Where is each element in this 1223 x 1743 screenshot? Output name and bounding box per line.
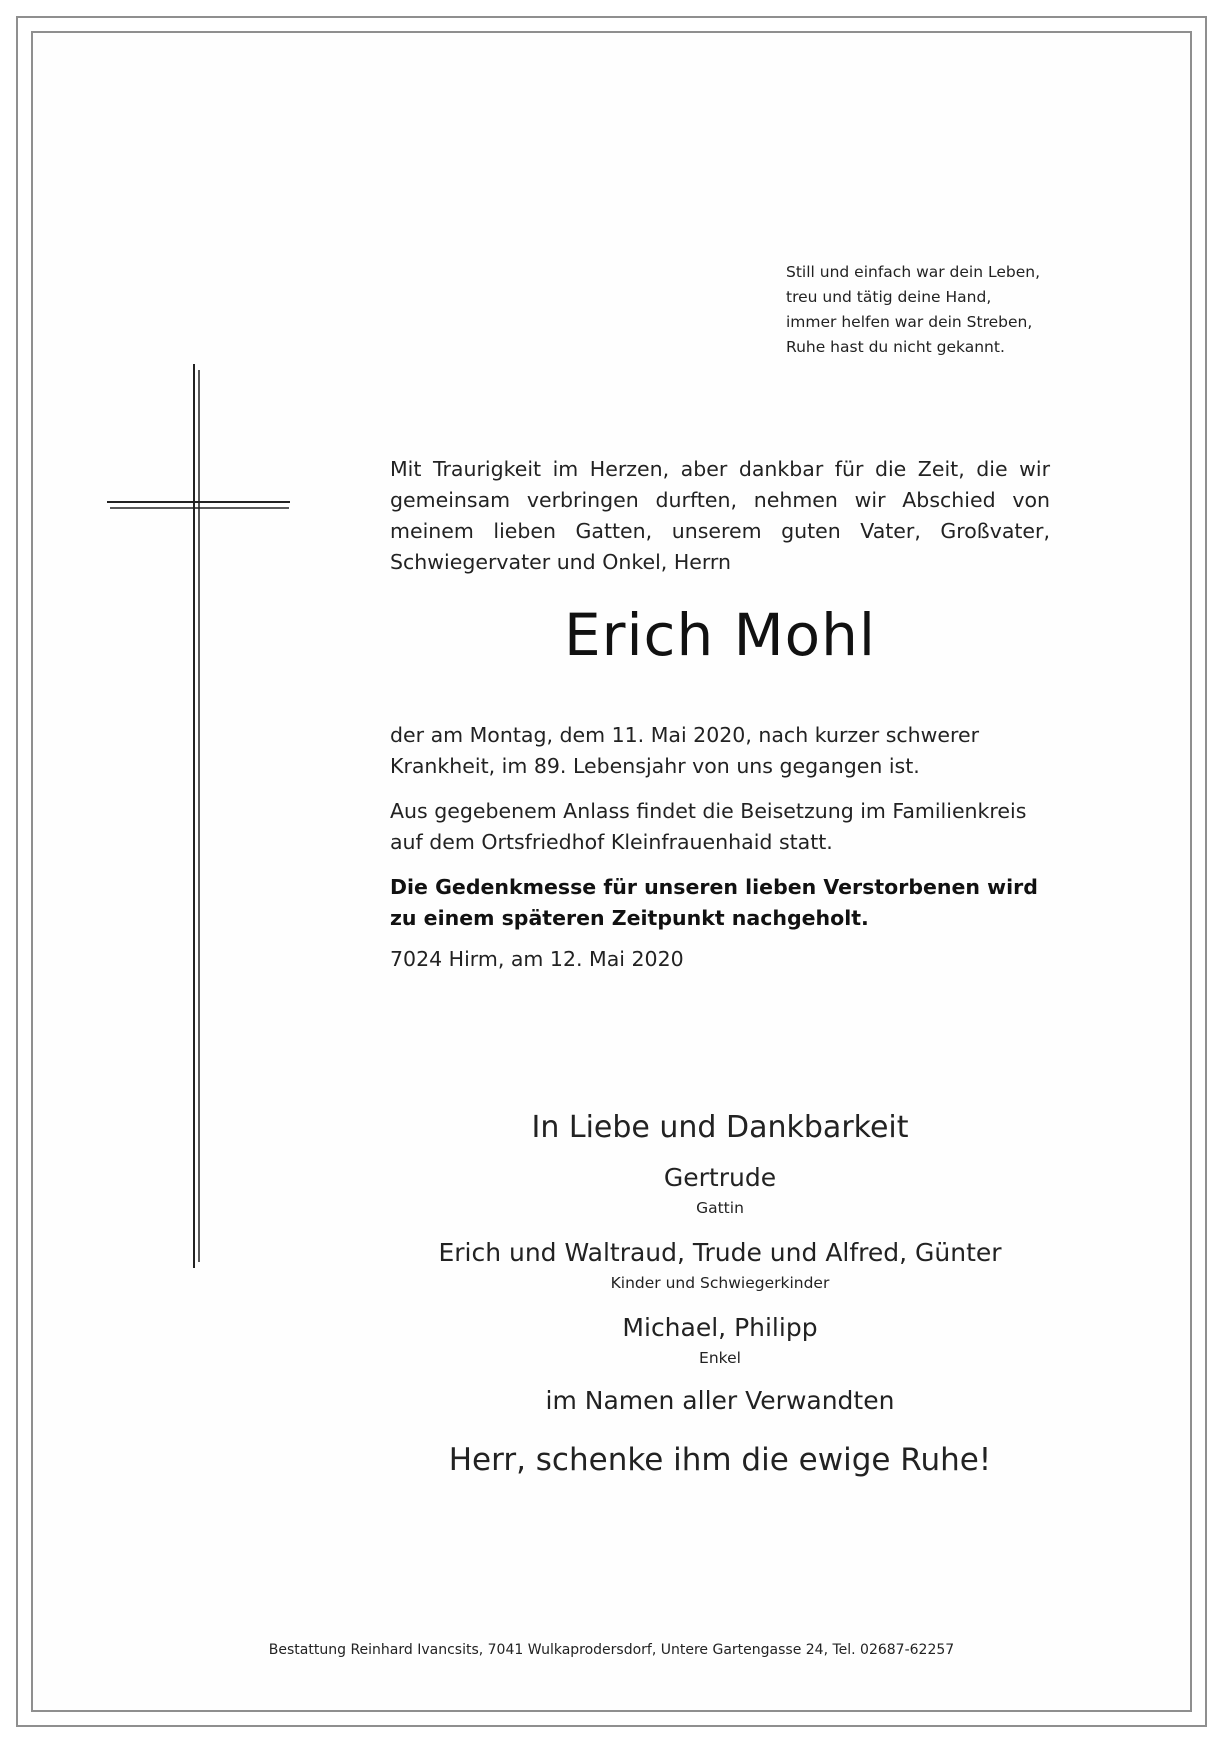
blessing: Herr, schenke ihm die ewige Ruhe! [448,1442,992,1478]
signoff-heading: In Liebe und Dankbarkeit [531,1110,909,1145]
grandchildren-role: Enkel [699,1349,741,1367]
relatives-line: im Namen aller Verwandten [545,1386,895,1415]
memorial-mass-notice: Die Gedenkmesse für unseren lieben Verstorbenen wird zu einem späteren Zeitpunkt nachgeholt. [390,875,1038,930]
death-notice: der am Montag, dem 11. Mai 2020, nach kurzer schwerer Krankheit, im 89. Lebensjahr von uns gegangen ist. [390,723,980,778]
children-role: Kinder und Schwiegerkinder [610,1274,830,1292]
place-date: 7024 Hirm, am 12. Mai 2020 [390,947,684,971]
burial-info: Aus gegebenem Anlass findet die Beisetzung im Familienkreis auf dem Ortsfriedhof Kleinfrauenhaid statt. [390,799,1027,854]
spouse-role: Gattin [696,1199,744,1217]
intro-paragraph: Mit Traurigkeit im Herzen, aber dankbar für die Zeit, die wir gemeinsam verbringen durften, nehmen wir Abschied von meinem lieben Gatten, unserem guten Vater, Großvater, Schwiegervater und Onkel, Herrn [390,457,1050,574]
funeral-home-footer: Bestattung Reinhard Ivancsits, 7041 Wulkaprodersdorf, Untere Gartengasse 24, Tel. 02687-62257 [268,1642,955,1658]
verse-line: Ruhe hast du nicht gekannt. [786,338,1005,356]
verse-line: treu und tätig deine Hand, [786,288,992,306]
deceased-name: Erich Mohl [563,601,877,669]
grandchildren-names: Michael, Philipp [622,1313,818,1342]
verse-line: immer helfen war dein Streben, [786,313,1033,331]
verse-line: Still und einfach war dein Leben, [786,263,1041,281]
verse [786,260,1040,360]
spouse-name: Gertrude [663,1163,777,1192]
children-names: Erich und Waltraud, Trude und Alfred, Günter [438,1238,1002,1267]
